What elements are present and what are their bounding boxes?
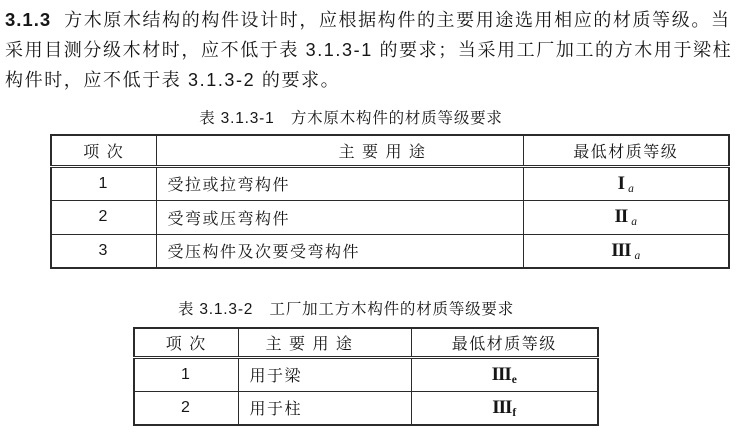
col-header-min-grade: 最低材质等级 (523, 135, 729, 166)
grade-cell (411, 357, 598, 391)
clause-paragraph (5, 5, 749, 95)
paragraph-line (5, 65, 749, 95)
material-grade-table-1 (50, 134, 730, 269)
table2-caption: 表 3.1.3-2 工厂加工方木构件的材质等级要求 (177, 301, 515, 318)
main-use-cell: 受弯或压弯构件 (156, 200, 523, 234)
col-header-main-use: 主 要 用 途 (156, 135, 523, 166)
grade-subscript: a (628, 182, 634, 195)
grade-roman-numeral: III (611, 239, 631, 261)
table-row (134, 357, 598, 391)
grade-cell (523, 234, 729, 268)
grade-subscript: a (634, 249, 641, 262)
paragraph-line (5, 5, 749, 35)
table-row (134, 391, 598, 425)
col-header-item-no: 项 次 (51, 135, 156, 166)
grade-roman-numeral: I (617, 172, 625, 194)
item-no-cell: 2 (134, 391, 238, 425)
grade-subscript: e (511, 373, 517, 386)
paragraph-line-text: 采用目测分级木材时，应不低于表 3.1.3-1 的要求；当采用工厂加工的方木用于梁柱 (5, 40, 733, 60)
grade-subscript: a (631, 216, 638, 228)
table-header-row (134, 328, 598, 357)
main-use-cell: 受拉或拉弯构件 (156, 166, 523, 200)
grade-roman-numeral: III (491, 363, 511, 385)
table-row (51, 200, 729, 234)
grade-cell (523, 166, 729, 200)
col-header-main-use: 主 要 用 途 (238, 328, 411, 357)
paragraph-line (5, 35, 749, 65)
main-use-cell: 用于梁 (238, 357, 411, 391)
grade-roman-numeral: II (614, 206, 628, 227)
item-no-cell: 1 (51, 166, 156, 200)
grade-subscript: f (512, 406, 517, 419)
table-row (51, 234, 729, 268)
grade-roman-numeral: III (492, 396, 512, 418)
grade-cell (411, 391, 598, 425)
main-use-cell: 用于柱 (238, 391, 411, 425)
col-header-item-no: 项 次 (134, 328, 238, 357)
item-no-cell: 1 (134, 357, 238, 391)
item-no-cell: 2 (51, 200, 156, 234)
paragraph-line-text: 方木原木结构的构件设计时，应根据构件的主要用途选用相应的材质等级。当 (64, 10, 731, 30)
table1-caption: 表 3.1.3-1 方木原木构件的材质等级要求 (199, 110, 503, 127)
grade-cell (523, 200, 729, 234)
table-row (51, 166, 729, 200)
paragraph-line-text: 构件时，应不低于表 3.1.3-2 的要求。 (5, 70, 341, 90)
item-no-cell: 3 (51, 234, 156, 268)
col-header-min-grade: 最低材质等级 (411, 328, 598, 357)
clause-number: 3.1.3 (5, 9, 52, 30)
table-header-row (51, 135, 729, 166)
main-use-cell: 受压构件及次要受弯构件 (156, 234, 523, 268)
material-grade-table-2 (133, 327, 599, 426)
